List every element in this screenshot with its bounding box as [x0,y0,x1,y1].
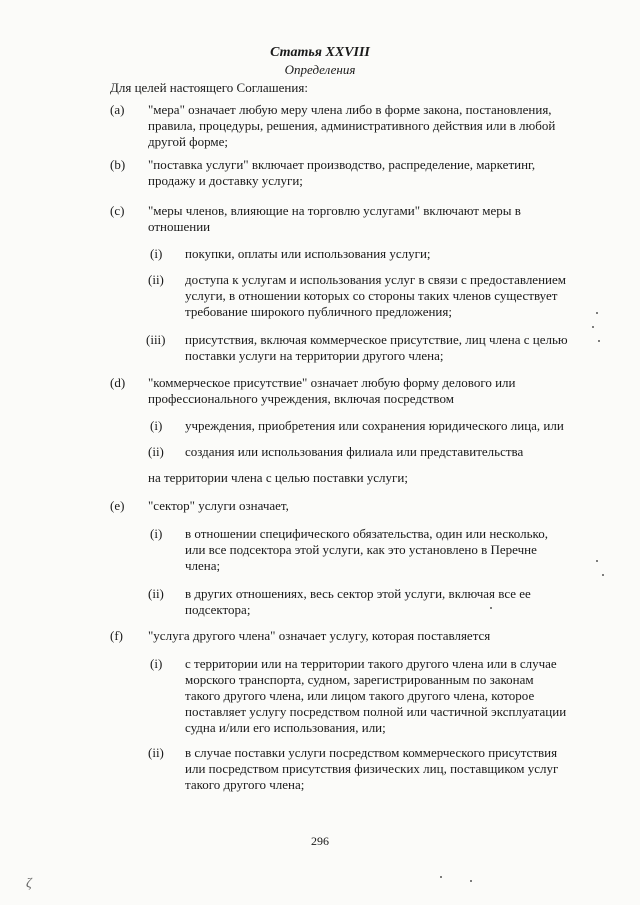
item-a-line-1: "мера" означает любую меру члена либо в форме закона, постановления, [148,102,552,117]
scan-speck [602,574,604,576]
item-f-sub-1-line-2: морского транспорта, судном, зарегистрированным по законам [185,672,534,687]
item-e-sub-label-2: (ii) [148,586,164,601]
item-c-sub-2-line-3: требование широкого публичного предложения; [185,304,452,319]
item-c-line-1: "меры членов, влияющие на торговлю услугами" включают меры в [148,203,521,218]
item-e-sub-1-line-1: в отношении специфического обязательства, один или несколько, [185,526,548,541]
item-f-sub-1-line-3: такого другого члена, или лицом такого другого члена, которое [185,688,535,703]
item-d-line-2: профессионального учреждения, включая посредством [148,391,454,406]
article-title: Статья XXVIII [270,45,370,60]
page-number: 296 [311,834,329,848]
item-c-sub-2-line-2: услуги, в отношении которых со стороны таких членов существует [185,288,558,303]
item-f-sub-2-line-3: такого другого члена; [185,777,305,792]
item-a-line-2: правила, процедуры, решения, административного действия или в любой [148,118,556,133]
item-c-line-2: отношении [148,219,211,234]
scan-speck [596,560,598,562]
scan-speck [490,607,492,609]
item-c-sub-1-line-1: покупки, оплаты или использования услуги; [185,246,431,261]
item-c-sub-3-line-2: поставки услуги на территории другого члена; [185,348,444,363]
item-f-sub-label-2: (ii) [148,745,164,760]
item-e-sub-2-line-1: в других отношениях, весь сектор этой услуги, включая все ее [185,586,531,601]
item-label-d: (d) [110,375,126,390]
item-e-sub-label-1: (i) [150,526,163,541]
scan-speck [592,326,594,328]
corner-scribble-mark: ζ [26,876,32,891]
scan-speck [598,340,600,342]
item-d-sub-1-line-1: учреждения, приобретения или сохранения юридического лица, или [185,418,564,433]
item-label-f: (f) [110,628,123,643]
intro-text: Для целей настоящего Соглашения: [110,80,308,95]
item-b-line-2: продажу и доставку услуги; [148,173,303,188]
item-f-line-1: "услуга другого члена" означает услугу, которая поставляется [148,628,491,643]
item-f-sub-2-line-2: или посредством присутствия физических лиц, поставщиком услуг [185,761,559,776]
item-d-line-1: "коммерческое присутствие" означает любую форму делового или [148,375,516,390]
item-d-tail: на территории члена с целью поставки услуги; [148,470,408,485]
item-c-sub-label-1: (i) [150,246,163,261]
item-f-sub-1-line-5: судна и/или его использования, или; [185,720,386,735]
item-c-sub-label-3: (iii) [146,332,166,347]
scan-speck [470,880,472,882]
item-e-line-1: "сектор" услуги означает, [148,498,289,513]
item-f-sub-label-1: (i) [150,656,163,671]
item-c-sub-2-line-1: доступа к услугам и использования услуг в связи с предоставлением [185,272,566,287]
item-f-sub-1-line-1: с территории или на территории такого другого члена или в случае [185,656,557,671]
item-label-b: (b) [110,157,126,172]
item-e-sub-2-line-2: подсектора; [185,602,251,617]
item-label-c: (c) [110,203,125,218]
item-label-e: (e) [110,498,125,513]
item-f-sub-2-line-1: в случае поставки услуги посредством коммерческого присутствия [185,745,558,760]
item-d-sub-2-line-1: создания или использования филиала или представительства [185,444,524,459]
item-e-sub-1-line-2: или все подсектора этой услуги, как это установлено в Перечне [185,542,537,557]
article-subtitle: Определения [284,62,356,77]
item-f-sub-1-line-4: поставляет услугу посредством полной или частичной эксплуатации [185,704,567,719]
scan-speck [440,876,442,878]
item-a-line-3: другой форме; [148,134,228,149]
item-b-line-1: "поставка услуги" включает производство, распределение, маркетинг, [148,157,536,172]
scan-speck [596,312,598,314]
item-d-sub-label-2: (ii) [148,444,164,459]
item-d-sub-label-1: (i) [150,418,163,433]
item-c-sub-label-2: (ii) [148,272,164,287]
item-c-sub-3-line-1: присутствия, включая коммерческое присутствие, лиц члена с целью [185,332,568,347]
item-e-sub-1-line-3: члена; [185,558,221,573]
item-label-a: (a) [110,102,125,117]
